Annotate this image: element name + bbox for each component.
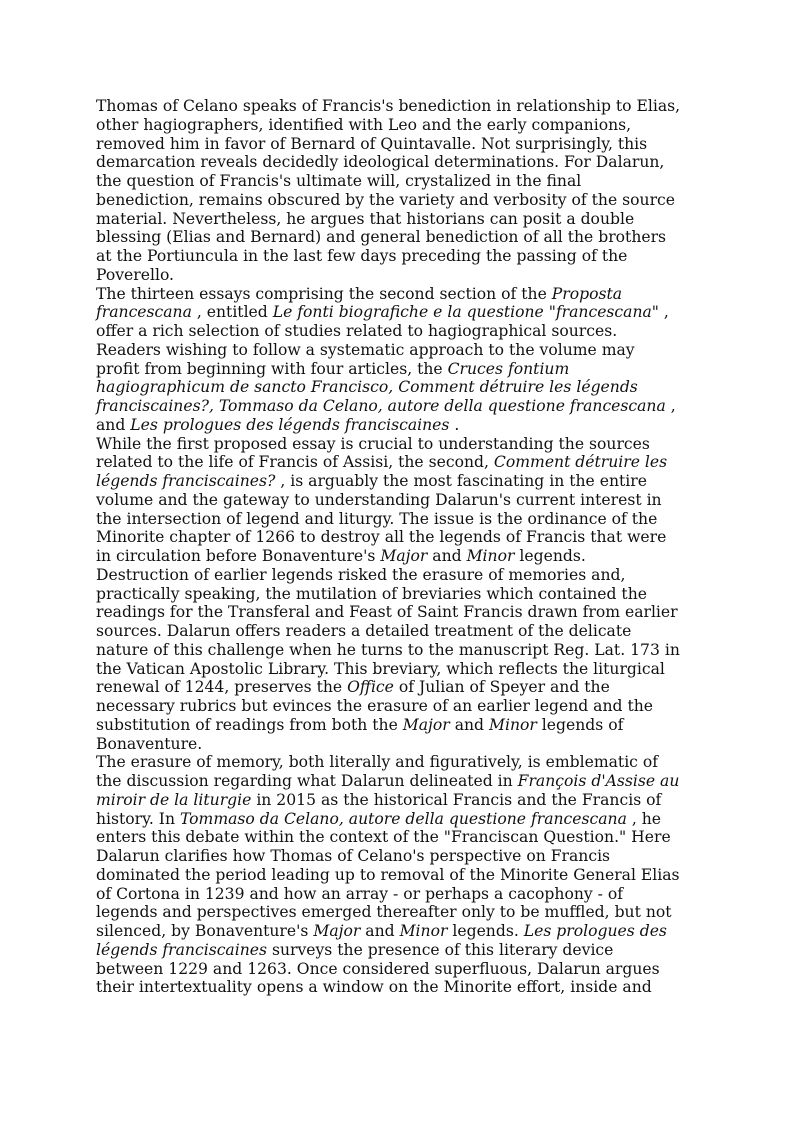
text-run: surveys the presence of this literary device (267, 940, 614, 959)
text-line (96, 566, 708, 585)
text-run: sources. Dalarun offers readers a detailed treatment of the delicate (96, 622, 632, 640)
text-run: legends and perspectives emerged thereafter only to be muffled, but not (96, 903, 672, 922)
text-run: legends. (514, 547, 586, 565)
text-line (96, 697, 708, 716)
text-line (96, 603, 708, 622)
text-run: readings for the Transferal and Feast of Saint Francis drawn from earlier (96, 603, 678, 622)
text-run: " , (651, 303, 669, 322)
body-text (96, 97, 708, 997)
text-line (96, 810, 708, 829)
text-run: , he (626, 809, 662, 828)
italic-text: Le fonti biografiche e la questione (272, 303, 544, 322)
text-run: and (427, 547, 467, 565)
italic-text: Minor (466, 547, 515, 565)
text-run: dominated the period leading up to removal of the Minorite General Elias (96, 865, 680, 884)
text-run: in 2015 as the historical Francis and the Francis of (251, 790, 662, 809)
text-run: nature of this challenge when he turns to the manuscript Reg. Lat. 173 in (96, 640, 680, 659)
text-line (96, 97, 708, 116)
text-run: and (360, 922, 400, 940)
italic-text: François d'Assise au (517, 772, 680, 790)
text-line (96, 885, 708, 904)
text-line (96, 791, 708, 810)
text-line (96, 585, 708, 604)
text-line (96, 772, 708, 791)
text-run: The erasure of memory, both literally and figuratively, is emblematic of (96, 753, 659, 772)
text-run: The thirteen essays comprising the second section of the (96, 284, 552, 303)
text-run: of Cortona in 1239 and how an array - or perhaps a cacophony - of (96, 884, 624, 903)
text-line (96, 191, 708, 210)
text-line (96, 641, 708, 660)
text-run: and (96, 415, 131, 434)
italic-text: Les prologues des (523, 922, 667, 940)
text-line (96, 322, 708, 341)
text-line (96, 528, 708, 547)
italic-text: Les prologues des légends franciscaines (130, 415, 450, 434)
italic-text: légends franciscaines? (96, 472, 276, 490)
text-run: substitution of readings from both the (96, 715, 403, 734)
text-run: material. Nevertheless, he argues that historians can posit a double (96, 209, 635, 228)
text-run: Readers wishing to follow a systematic approach to the volume may (96, 340, 635, 359)
text-line (96, 341, 708, 360)
paragraph (96, 753, 708, 997)
text-line (96, 228, 708, 247)
text-run: Poverello. (96, 265, 175, 284)
text-run: profit from beginning with four articles, the (96, 359, 448, 378)
text-run: . (449, 415, 460, 434)
text-line (96, 660, 708, 679)
text-run: related to the life of Francis of Assisi, the second, (96, 453, 494, 472)
text-run: their intertextuality opens a window on the Minorite effort, inside and (96, 978, 652, 997)
text-run: the discussion regarding what Dalarun delineated in (96, 772, 518, 790)
italic-text: franciscaines?, Tommaso da Celano, autore della questione francescana (96, 397, 666, 415)
paragraph (96, 435, 708, 754)
text-line (96, 922, 708, 941)
text-line (96, 303, 708, 322)
text-line (96, 116, 708, 135)
text-line (96, 266, 708, 285)
text-run: Minorite chapter of 1266 to destroy all the legends of Francis that were (96, 528, 667, 547)
text-run: practically speaking, the mutilation of breviaries which contained the (96, 584, 647, 603)
text-line (96, 472, 708, 491)
text-run: other hagiographers, identified with Leo and the early companions, (96, 115, 632, 134)
text-run: Thomas of Celano speaks of Francis's benediction in relationship to Elias, (96, 97, 681, 115)
text-line (96, 210, 708, 229)
italic-text: Tommaso da Celano, autore della questione francescana (179, 809, 627, 828)
text-run: and (449, 715, 489, 734)
text-line (96, 453, 708, 472)
text-run: of Julian of Speyer and the (393, 678, 610, 697)
text-run: demarcation reveals decidedly ideological determinations. For Dalarun, (96, 153, 665, 172)
text-line (96, 247, 708, 266)
text-line (96, 828, 708, 847)
text-run: the intersection of legend and liturgy. The issue is the ordinance of the (96, 509, 658, 528)
text-run: legends. (447, 922, 524, 940)
text-line (96, 285, 708, 304)
italic-text: Proposta (551, 284, 623, 303)
italic-text: francescana (555, 303, 652, 322)
text-run: While the first proposed essay is crucial to understanding the sources (96, 434, 650, 453)
text-run: the question of Francis's ultimate will, crystalized in the final (96, 172, 582, 190)
italic-text: Major (313, 922, 361, 940)
text-line (96, 960, 708, 979)
text-line (96, 547, 708, 566)
italic-text: Minor (488, 715, 537, 734)
text-line (96, 416, 708, 435)
text-line (96, 866, 708, 885)
text-run: legends of (536, 715, 624, 734)
italic-text: francescana (96, 303, 192, 322)
text-run: benediction, remains obscured by the variety and verbosity of the source (96, 190, 675, 209)
text-run: " (543, 303, 556, 322)
text-line (96, 378, 708, 397)
document-page (96, 97, 708, 997)
italic-text: Major (402, 715, 450, 734)
text-run: at the Portiuncula in the last few days preceding the passing of the (96, 247, 628, 265)
italic-text: miroir de la liturgie (96, 790, 252, 809)
text-line (96, 903, 708, 922)
text-run: necessary rubrics but evinces the erasure of an earlier legend and the (96, 697, 653, 715)
text-line (96, 172, 708, 191)
text-run: silenced, by Bonaventure's (96, 922, 314, 940)
text-line (96, 622, 708, 641)
text-line (96, 716, 708, 735)
text-run: renewal of 1244, preserves the (96, 678, 348, 697)
text-line (96, 753, 708, 772)
text-line (96, 153, 708, 172)
text-line (96, 847, 708, 866)
text-line (96, 491, 708, 510)
text-run: enters this debate within the context of the "Franciscan Question." Here (96, 828, 671, 847)
italic-text: hagiographicum de sancto Francisco, Comment détruire les légends (96, 378, 638, 397)
text-run: blessing (Elias and Bernard) and general benediction of all the brothers (96, 228, 667, 247)
text-run: volume and the gateway to understanding Dalarun's current interest in (96, 490, 662, 509)
text-line (96, 435, 708, 454)
text-run: , is arguably the most fascinating in the entire (275, 472, 647, 490)
text-run: between 1229 and 1263. Once considered superfluous, Dalarun argues (96, 959, 660, 978)
text-run: Dalarun clarifies how Thomas of Celano's perspective on Francis (96, 847, 611, 865)
text-line (96, 678, 708, 697)
text-run: the Vatican Apostolic Library. This breviary, which reflects the liturgical (96, 659, 665, 678)
text-run: Destruction of earlier legends risked the erasure of memories and, (96, 565, 626, 584)
italic-text: légends franciscaines (96, 940, 267, 959)
italic-text: Comment détruire les (493, 453, 668, 472)
text-line (96, 135, 708, 154)
text-run: history. In (96, 809, 180, 828)
italic-text: Cruces fontium (447, 359, 570, 378)
text-run: , entitled (191, 303, 273, 322)
text-line (96, 510, 708, 529)
text-line (96, 978, 708, 997)
paragraph (96, 97, 708, 285)
text-line (96, 397, 708, 416)
italic-text: Minor (399, 922, 448, 940)
text-run: in circulation before Bonaventure's (96, 547, 381, 565)
text-line (96, 360, 708, 379)
text-run: Bonaventure. (96, 734, 203, 753)
text-run: offer a rich selection of studies related to hagiographical sources. (96, 322, 618, 340)
text-run: , (665, 397, 676, 415)
text-run: removed him in favor of Bernard of Quintavalle. Not surprisingly, this (96, 134, 648, 153)
italic-text: Office (347, 678, 394, 697)
paragraph (96, 285, 708, 435)
text-line (96, 941, 708, 960)
italic-text: Major (380, 547, 428, 565)
text-line (96, 735, 708, 754)
